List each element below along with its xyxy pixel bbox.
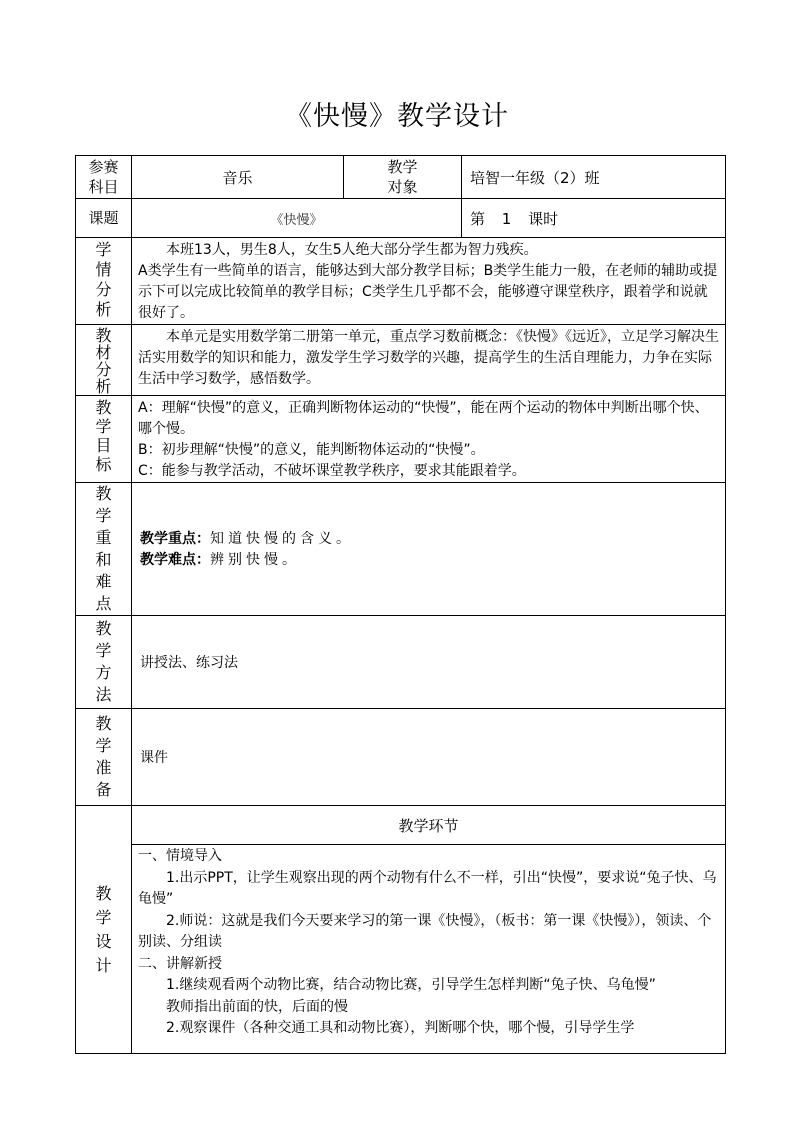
period-prefix: 第: [470, 209, 486, 228]
key-points-label: [76, 483, 132, 616]
methods-label-text: 教学方法: [95, 619, 112, 704]
design-s1-p2: 2.师说：这就是我们今天要来学习的第一课《快慢》，（板书：第一课《快慢》），领读、个别读、分组读: [138, 912, 712, 950]
objectives-label: [76, 396, 132, 483]
key-point-text: 知道快慢的含义。: [210, 531, 354, 547]
objectives-label-text: 教学目标: [95, 398, 112, 474]
design-s1-p1: 1.出示PPT，让学生观察出现的两个动物有什么不一样，引出“快慢”，要求说“兔子快、乌龟慢”: [138, 869, 717, 907]
difficulty-label: 教学难点：: [140, 552, 210, 568]
subject-label: [76, 156, 132, 199]
design-s2-p1b: 教师指出前面的快，后面的慢: [166, 998, 348, 1015]
material-analysis-label-text: 教材分析: [95, 326, 112, 396]
period-suffix: 课时: [528, 209, 559, 228]
objective-a: A：理解“快慢”的意义，正确判断物体运动的“快慢”，能在两个运动的物体中判断出哪个快、哪个慢。: [138, 400, 709, 437]
lesson-plan-table: [75, 155, 726, 1054]
student-analysis-line-1: 本班13人，男生8人，女生5人绝大部分学生都为智力残疾。: [166, 242, 538, 258]
document-title: 《快慢》教学设计: [285, 101, 509, 132]
preparation-label-text: 教学准备: [95, 714, 112, 799]
difficulty-text: 辨别快慢。: [210, 552, 300, 568]
design-label-text: 教学设计: [95, 883, 112, 975]
difficulty-line: [140, 550, 719, 571]
subject-label-text: 参赛 科目: [88, 158, 119, 196]
target-label: [344, 156, 462, 199]
objective-b: B：初步理解“快慢”的意义，能判断物体运动的“快慢”。: [138, 442, 485, 458]
subject-value: 音乐: [132, 156, 344, 199]
design-section-2-title: 二、讲解新授: [138, 955, 222, 972]
design-section-header: 教学环节: [132, 806, 726, 845]
target-label-text: 教学 对象: [387, 158, 418, 196]
design-s2-p2: 2.观察课件（各种交通工具和动物比赛），判断哪个快，哪个慢，引导学生学: [166, 1020, 635, 1036]
period-cell: [462, 199, 726, 238]
student-analysis-line-2: A类学生有一些简单的语言，能够达到大部分教学目标；B类学生能力一般，在老师的辅助或提示下可以完成比较简单的教学目标；C类学生几乎都不会，能够遵守课堂秩序，跟着学和说就很好了。: [138, 263, 718, 321]
preparation-content: 课件: [132, 709, 726, 806]
student-analysis-label: [76, 238, 132, 325]
design-section-1-title: 一、情境导入: [138, 848, 222, 864]
methods-content: 讲授法、练习法: [132, 616, 726, 709]
key-points-label-text: 教学重和难点: [95, 484, 112, 613]
key-points-content: [132, 483, 726, 616]
student-analysis-content: [132, 238, 726, 325]
period-number: 1: [501, 209, 512, 228]
material-analysis-label: [76, 325, 132, 396]
material-analysis-content: [132, 325, 726, 396]
key-point-label: 教学重点：: [140, 531, 210, 547]
material-analysis-text: 本单元是实用数学第二册第一单元，重点学习数前概念：《快慢》《远近》，立足学习解决生活实用数学的知识和能力，激发学生学习数学的兴趣，提高学生的生活自理能力，力争在实际生活中学习数学，感悟数学。: [138, 329, 719, 387]
target-value: 培智一年级（2）班: [462, 156, 726, 199]
preparation-label: [76, 709, 132, 806]
design-label: [76, 806, 132, 1054]
topic-value: 《快慢》: [132, 199, 462, 238]
student-analysis-label-text: 学情分析: [95, 240, 112, 319]
design-content: [132, 845, 726, 1054]
objectives-content: [132, 396, 726, 483]
design-s2-p1: 1.继续观看两个动物比赛，结合动物比赛，引导学生怎样判断“兔子快、乌龟慢”: [166, 977, 656, 993]
topic-label: 课题: [76, 199, 132, 238]
key-point-line: [140, 529, 719, 550]
methods-label: [76, 616, 132, 709]
objective-c: C：能参与教学活动，不破坏课堂教学秩序，要求其能跟着学。: [138, 463, 526, 479]
